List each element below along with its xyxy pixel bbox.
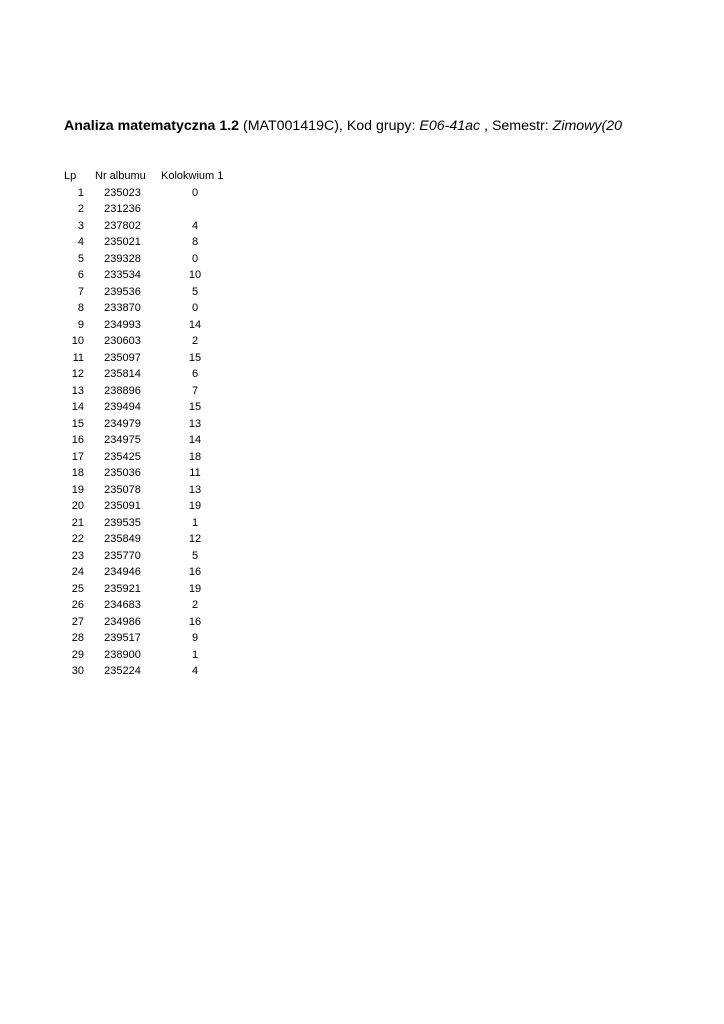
- row-number: 3: [77, 219, 84, 232]
- table-row: [60, 185, 229, 202]
- test-1-score: 18: [188, 450, 202, 463]
- row-number: 25: [71, 582, 84, 595]
- album-number: 234986: [104, 615, 141, 628]
- test-1-score: 7: [191, 384, 199, 397]
- semester-label: , Semestr:: [480, 118, 553, 134]
- row-number: 14: [71, 401, 84, 413]
- test-1-score: 8: [191, 236, 199, 248]
- semester-value: Zimowy(20: [552, 118, 623, 134]
- test-1-score: 2: [191, 335, 199, 347]
- group-code: E06-41ac: [419, 118, 481, 134]
- table-row: [60, 251, 229, 268]
- row-number: 22: [71, 533, 84, 545]
- album-number: 233534: [104, 269, 141, 281]
- table-row: [60, 284, 229, 301]
- row-number: 18: [71, 467, 84, 479]
- course-code: (MAT001419C), Kod grupy:: [239, 118, 420, 134]
- row-number: 8: [77, 302, 84, 314]
- test-1-score: 14: [188, 434, 202, 446]
- test-1-score: 13: [188, 417, 202, 430]
- table-row: [60, 333, 229, 350]
- grades-table-body: [60, 185, 229, 680]
- album-number: 239494: [104, 401, 141, 413]
- album-number: 234946: [104, 566, 141, 578]
- test-1-score: 4: [191, 665, 199, 677]
- album-number: 235091: [104, 500, 141, 512]
- row-number: 24: [71, 566, 84, 578]
- table-row: [60, 366, 229, 383]
- row-number: 9: [77, 318, 84, 331]
- grades-table: [60, 168, 229, 680]
- row-number: 13: [71, 384, 84, 397]
- table-row: [60, 234, 229, 251]
- row-number: 1: [77, 186, 84, 199]
- test-1-score: 0: [191, 302, 199, 314]
- test-1-score: 15: [188, 401, 202, 413]
- test-1-score: 16: [188, 615, 202, 628]
- test-1-score: 1: [191, 648, 199, 661]
- row-number: 23: [71, 549, 84, 562]
- table-row: [60, 515, 229, 532]
- table-row: [60, 201, 229, 218]
- header-lp: Lp: [64, 170, 77, 182]
- album-number: 235023: [104, 186, 141, 199]
- test-1-score: 6: [191, 368, 199, 380]
- row-number: 19: [71, 483, 84, 496]
- table-row: [60, 350, 229, 367]
- table-row: [60, 663, 229, 680]
- table-row: [60, 482, 229, 499]
- album-number: 234993: [104, 318, 141, 331]
- table-row: [60, 432, 229, 449]
- test-1-score: 16: [188, 566, 202, 578]
- table-row: [60, 416, 229, 433]
- table-row: [60, 548, 229, 565]
- table-row: [60, 498, 229, 515]
- album-number: 234979: [104, 417, 141, 430]
- table-row: [60, 581, 229, 598]
- table-row: [60, 564, 229, 581]
- test-1-score: 11: [189, 467, 201, 479]
- row-number: 6: [77, 269, 84, 281]
- row-number: 11: [72, 351, 84, 364]
- course-name: Analiza matematyczna 1.2: [64, 118, 240, 134]
- table-row: [60, 531, 229, 548]
- album-number: 235021: [104, 236, 141, 248]
- album-number: 239517: [104, 632, 141, 644]
- table-row: [60, 465, 229, 482]
- table-row: [60, 317, 229, 334]
- album-number: 239536: [104, 285, 141, 298]
- row-number: 4: [77, 236, 84, 248]
- test-1-score: 14: [188, 318, 202, 331]
- row-number: 16: [71, 434, 84, 446]
- test-1-score: 5: [191, 549, 199, 562]
- album-number: 235814: [104, 368, 141, 380]
- table-row: [60, 614, 229, 631]
- row-number: 20: [71, 500, 84, 512]
- table-row: [60, 449, 229, 466]
- test-1-score: 2: [191, 599, 199, 611]
- table-row: [60, 597, 229, 614]
- table-row: [60, 647, 229, 664]
- album-number: 238896: [104, 384, 141, 397]
- table-row: [60, 630, 229, 647]
- test-1-score: 0: [191, 186, 199, 199]
- table-row: [60, 300, 229, 317]
- album-number: 235097: [104, 351, 141, 364]
- test-1-score: [161, 201, 229, 218]
- test-1-score: 1: [191, 516, 199, 529]
- header-row: [60, 168, 229, 185]
- page-title: [64, 117, 632, 135]
- row-number: 30: [71, 665, 84, 677]
- row-number: 26: [71, 599, 84, 611]
- row-number: 5: [77, 252, 84, 265]
- album-number: 234683: [104, 599, 141, 611]
- header-test-1: Kolokwium 1: [161, 170, 224, 182]
- test-1-score: 5: [191, 285, 199, 298]
- album-number: 235078: [104, 483, 141, 496]
- row-number: 15: [71, 417, 84, 430]
- row-number: 7: [77, 285, 84, 298]
- album-number: 239535: [104, 516, 141, 529]
- table-row: [60, 267, 229, 284]
- row-number: 29: [71, 648, 84, 661]
- album-number: 233870: [104, 302, 141, 314]
- test-1-score: 13: [188, 483, 202, 496]
- table-row: [60, 399, 229, 416]
- album-number: 231236: [104, 203, 141, 215]
- table-row: [60, 383, 229, 400]
- test-1-score: 0: [191, 252, 199, 265]
- row-number: 21: [71, 516, 84, 529]
- test-1-score: 19: [188, 582, 202, 595]
- test-1-score: 15: [188, 351, 202, 364]
- row-number: 17: [71, 450, 84, 463]
- album-number: 234975: [104, 434, 141, 446]
- row-number: 27: [71, 615, 84, 628]
- album-number: 238900: [104, 648, 141, 661]
- test-1-score: 19: [188, 500, 202, 512]
- test-1-score: 4: [191, 219, 199, 232]
- table-row: [60, 218, 229, 235]
- album-number: 235921: [104, 582, 141, 595]
- test-1-score: 9: [191, 632, 199, 644]
- test-1-score: 10: [188, 269, 202, 281]
- row-number: 10: [71, 335, 84, 347]
- album-number: 239328: [104, 252, 141, 265]
- test-1-score: 12: [188, 533, 202, 545]
- row-number: 12: [71, 368, 84, 380]
- album-number: 237802: [104, 219, 141, 232]
- album-number: 235036: [104, 467, 141, 479]
- row-number: 28: [71, 632, 84, 644]
- album-number: 235849: [104, 533, 141, 545]
- album-number: 235425: [104, 450, 141, 463]
- row-number: 2: [77, 203, 84, 215]
- album-number: 230603: [104, 335, 141, 347]
- header-album-number: Nr albumu: [95, 170, 146, 182]
- album-number: 235770: [104, 549, 141, 562]
- album-number: 235224: [104, 665, 141, 677]
